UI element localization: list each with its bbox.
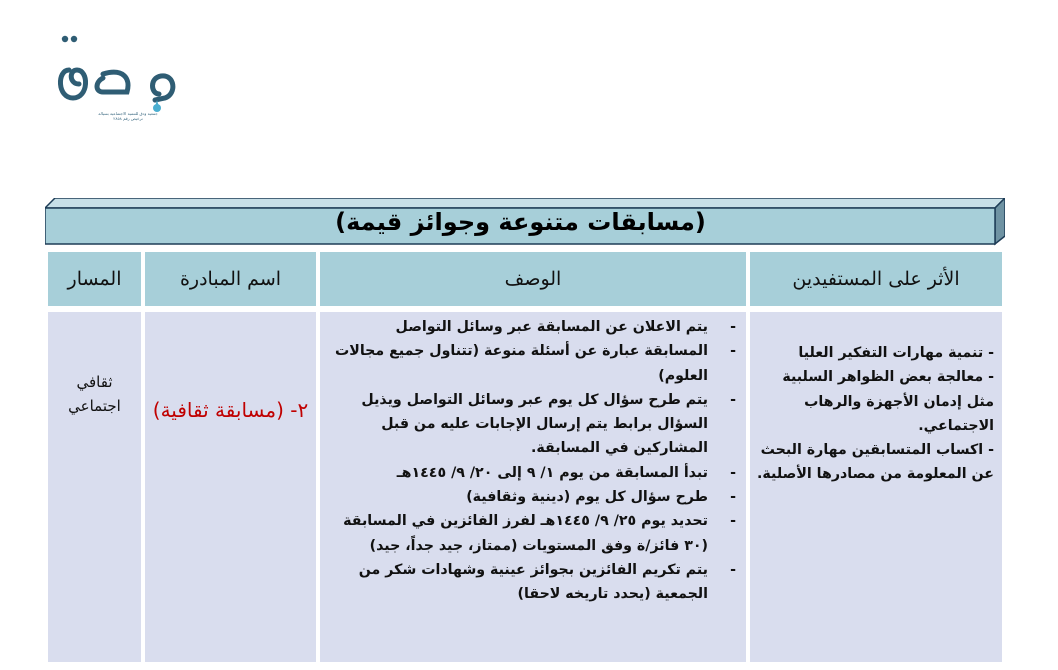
description-item: - المسابقة عبارة عن أسئلة منوعة (تتناول جميع مجالات العلوم) (328, 339, 738, 388)
description-item: - طرح سؤال كل يوم (دينية وثقافية) (328, 485, 738, 509)
impact-item: - معالجة بعض الظواهر السلبية مثل إدمان الأجهزة والرهاب الاجتماعي. (782, 369, 994, 434)
banner-title: (مسابقات متنوعة وجوائز قيمة) (335, 208, 706, 236)
header-description: الوصف (320, 252, 746, 306)
description-item: - يتم الاعلان عن المسابقة عبر وسائل التواصل (328, 315, 738, 339)
impact-item: - اكساب المتسابقين مهارة البحث عن المعلومة من مصادرها الأصلية. (757, 442, 994, 483)
initiatives-table (48, 252, 1002, 662)
description-item: - يتم طرح سؤال كل يوم عبر وسائل التواصل ويذيل السؤال برابط يتم إرسال الإجابات عليه من قبل المشاركين في المسابقة. (328, 388, 738, 461)
description-item: - تبدأ المسابقة من يوم ١/ ٩ إلى ٢٠/ ٩/ ١٤٤٥هـ (328, 461, 738, 485)
impact-cell (750, 312, 1002, 662)
initiative-name-cell (145, 312, 316, 662)
description-item: - يتم تكريم الفائزين بجوائز عينية وشهادات شكر من الجمعية (يحدد تاريخه لاحقا) (328, 558, 738, 607)
track-text: ثقافي اجتماعي (68, 373, 121, 415)
description-list (328, 315, 738, 607)
impact-item: - تنمية مهارات التفكير العليا (798, 345, 994, 361)
impact-list (752, 341, 994, 487)
initiative-name: ٢- (مسابقة ثقافية) (152, 398, 309, 422)
track-cell (48, 312, 141, 662)
logo-tagline: جمعية ودق للتنمية الاجتماعية بسيالة ترخيص رقم ٢٨٥٨ (98, 111, 158, 121)
description-cell (320, 312, 746, 662)
header-impact: الأثر على المستفيدين (750, 252, 1002, 306)
header-track: المسار (48, 252, 141, 306)
header-initiative-name: اسم المبادرة (145, 252, 316, 306)
description-item: - تحديد يوم ٢٥/ ٩/ ١٤٤٥هـ لفرز الفائزين في المسابقة (٣٠ فائز/ة وفق المستويات (ممتاز، جيد جداً، جيد) (328, 509, 738, 558)
